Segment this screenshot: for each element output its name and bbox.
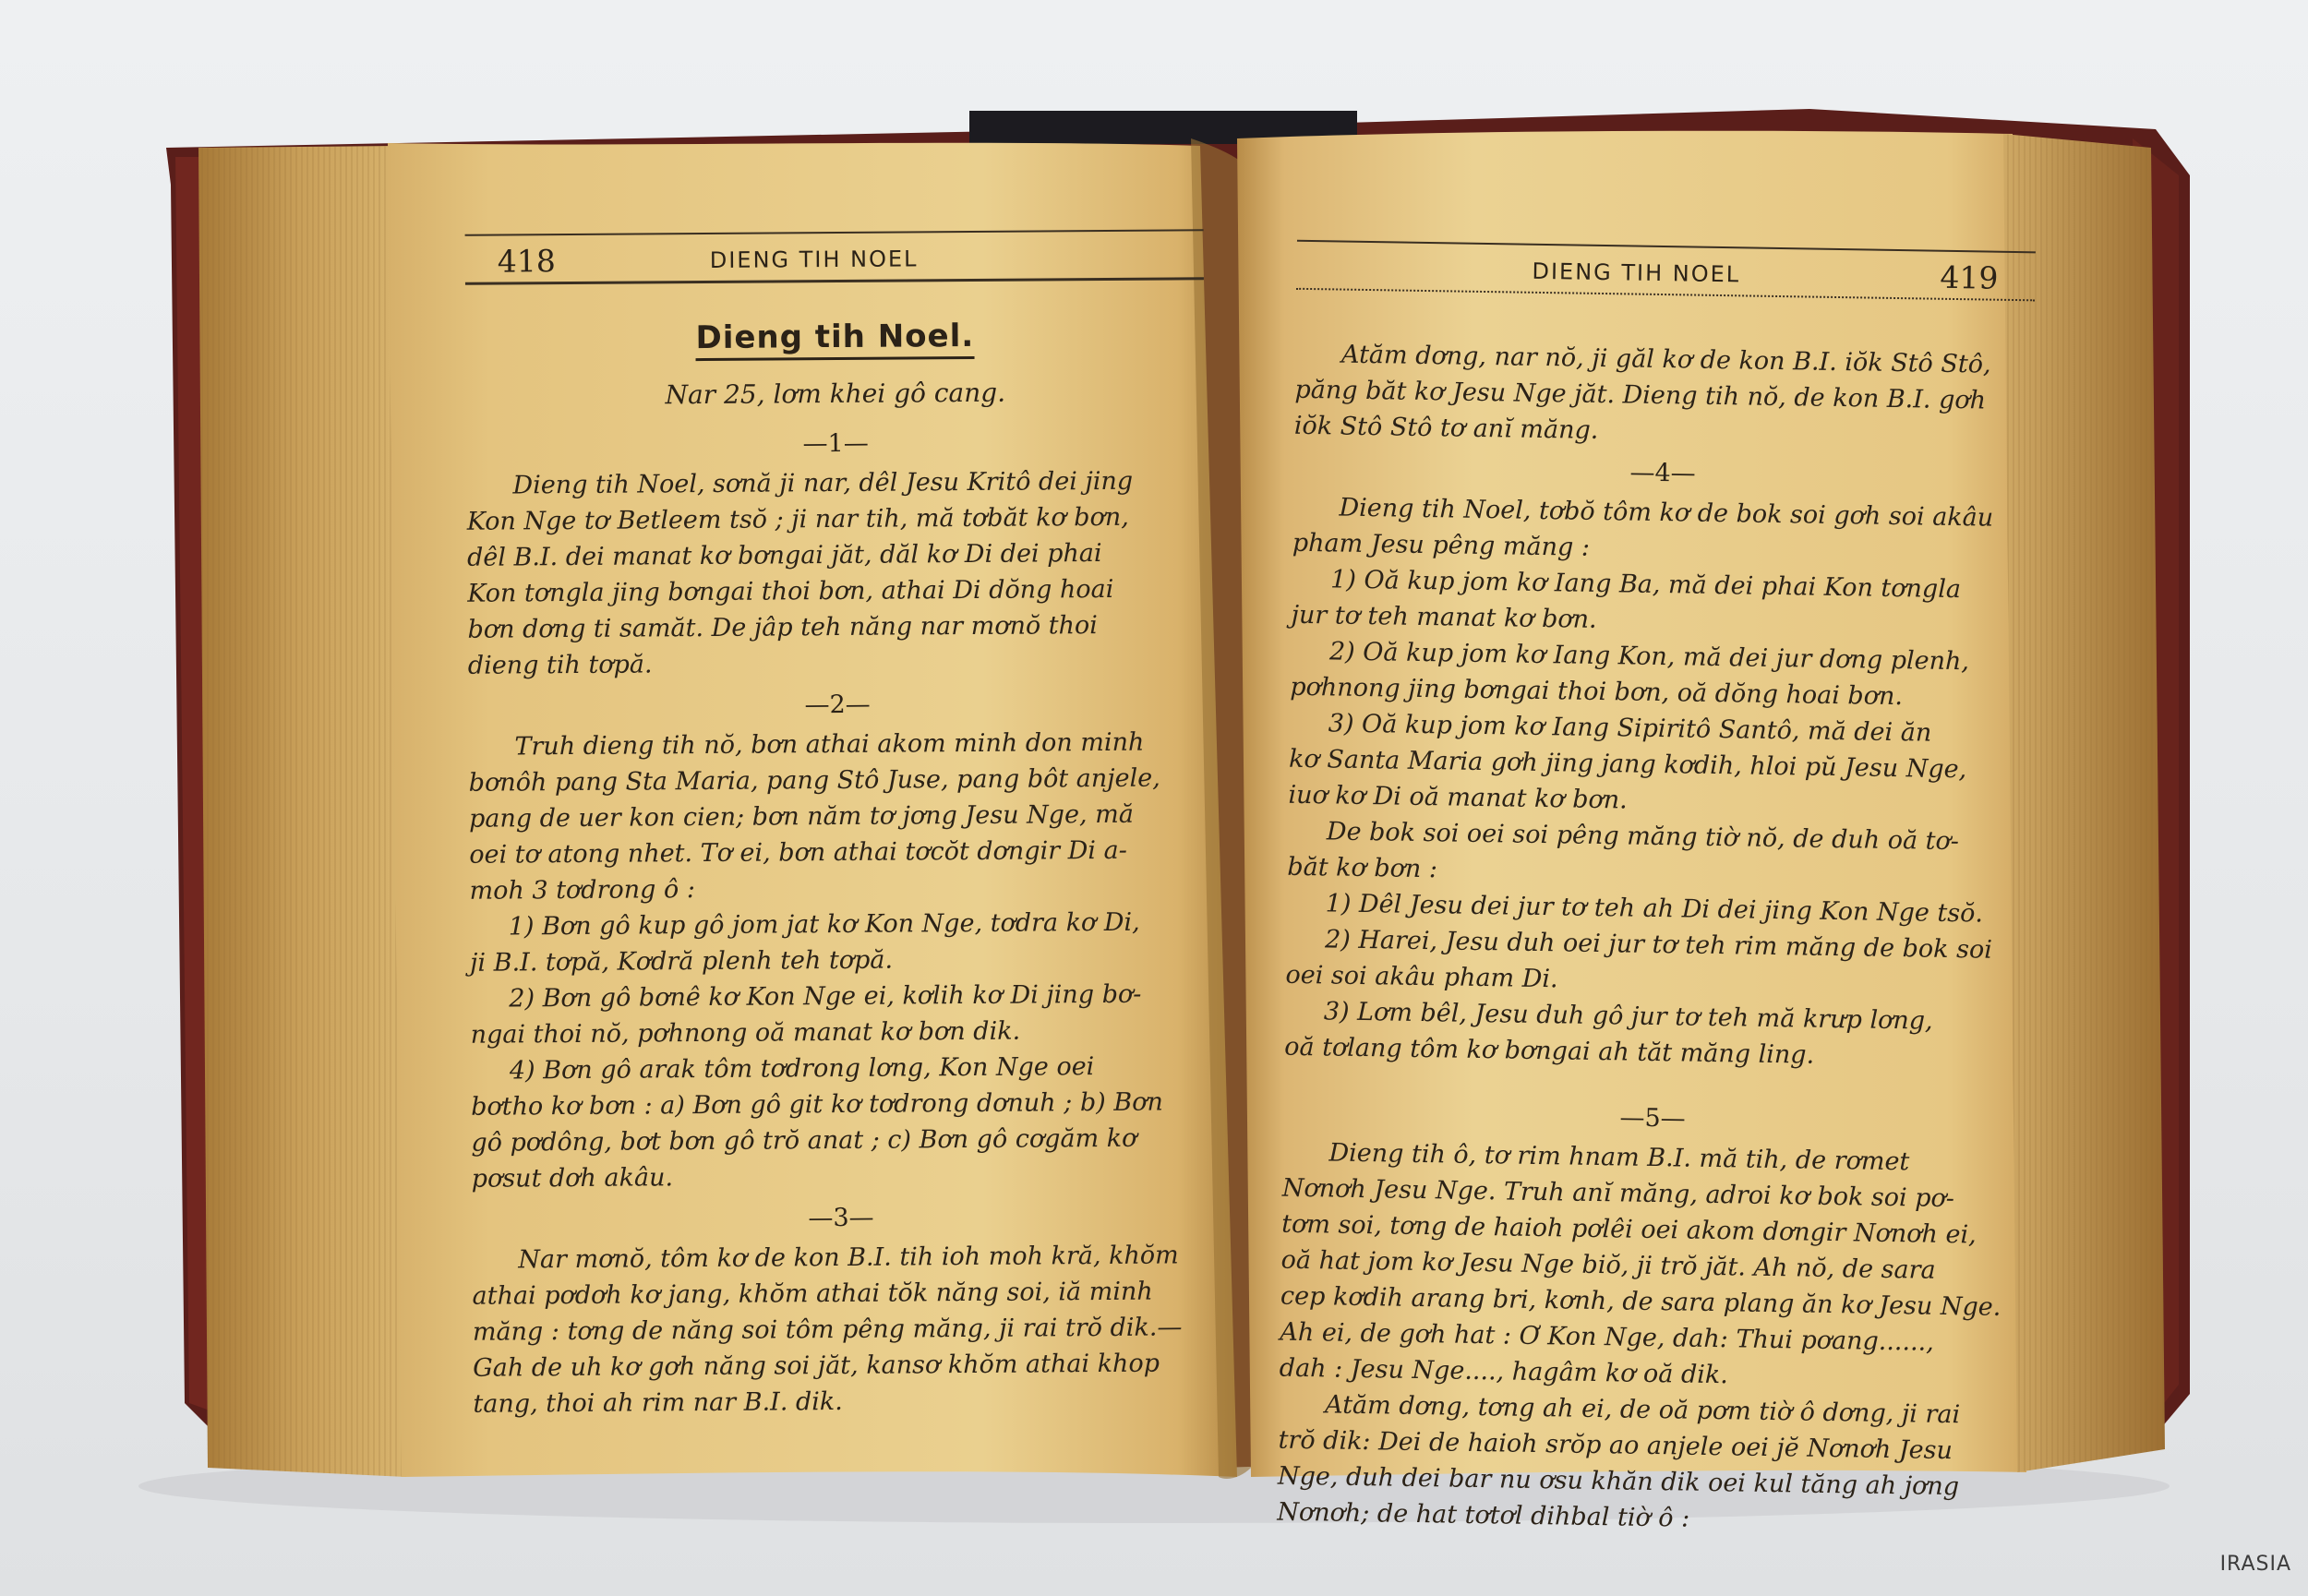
- text-line: 3) Oă kup jom kơ Iang Sipiritô Santô, mă dei ăn: [1328, 709, 1932, 748]
- right-running-head: [1296, 240, 2036, 302]
- text-line: băt kơ bơn :: [1287, 852, 1438, 884]
- text-line: iuơ kơ Di oă manat kơ bơn.: [1288, 780, 1628, 815]
- left-running-title: DIENG TIH NOEL: [709, 246, 919, 273]
- text-line: 2) Bơn gô bơnê kơ Kon Nge ei, kơlih kơ Di jing bơ-: [509, 979, 1142, 1014]
- text-line: 2) Harei, Jesu duh oei jur tơ teh rim măng de bok soi: [1324, 925, 1993, 965]
- text-line: păng băt kơ Jesu Nge jăt. Dieng tih nŏ, de kon B.I. gơh: [1294, 375, 1987, 415]
- text-line: pơhnong jing bơngai thoi bơn, oă dŏng hoai bơn.: [1290, 672, 1904, 712]
- text-line: 1) Bơn gô kup gô jom jat kơ Kon Nge, tơdra kơ Di,: [508, 907, 1140, 942]
- text-line: măng : tơng de năng soi tôm pêng măng, ji rai trŏ dik.—: [472, 1313, 1183, 1347]
- text-line: athai pơdơh kơ jang, khŏm athai tŏk năng soi, iă minh: [472, 1277, 1153, 1311]
- text-line: pơsut dơh akâu.: [471, 1163, 674, 1194]
- text-line: bơtho kơ bơn : a) Bơn gô git kơ tơdrong dơnuh ; b) Bơn: [471, 1087, 1163, 1122]
- chapter-title-text: Dieng tih Noel.: [695, 318, 974, 361]
- text-line: 4) Bơn gô arak tôm tơdrong lơng, Kon Nge oei: [509, 1052, 1095, 1086]
- text-line: oă hat jom kơ Jesu Nge biŏ, ji trŏ jăt. Ah nŏ, de sara: [1280, 1245, 1936, 1285]
- text-line: dah : Jesu Nge...., hagâm kơ oă dik.: [1279, 1353, 1729, 1390]
- text-line: kơ Santa Maria gơh jing jang kơdih, hloi pŭ Jesu Nge,: [1288, 744, 1967, 785]
- text-line: Ah ei, de gơh hat : Ơ Kon Nge, dah: Thui pơang......,: [1280, 1317, 1935, 1357]
- text-line: tơm soi, tơng de haioh pơlêi oei akom dơngir Nơnơh ei,: [1281, 1209, 1977, 1250]
- section-marker: —1—: [802, 428, 869, 459]
- section-marker: —3—: [808, 1203, 874, 1233]
- section-marker: —2—: [804, 690, 871, 720]
- text-line: Kon Nge tơ Betleem tsŏ ; ji nar tih, mă tơbăt kơ bơn,: [466, 502, 1129, 536]
- text-line: dieng tih tơpă.: [467, 650, 653, 680]
- text-line: oă tơlang tôm kơ bơngai ah tăt măng ling.: [1284, 1032, 1815, 1070]
- text-line: Dieng tih Noel, tơbŏ tôm kơ de bok soi gơh soi akâu: [1339, 493, 1994, 533]
- text-line: cep kơdih arang bri, kơnh, de sara plang ăn kơ Jesu Nge.: [1280, 1281, 2001, 1322]
- section-marker: —4—: [1629, 458, 1696, 488]
- text-line: oei soi akâu pham Di.: [1285, 960, 1558, 994]
- text-line: bơn dơng ti samăt. De jâp teh năng nar mơnŏ thoi: [467, 611, 1098, 644]
- text-line: ngai thoi nŏ, pơhnong oă manat kơ bơn dik.: [470, 1016, 1021, 1050]
- text-line: Atăm dơng, tơng ah ei, de oă pơm tiờ ô dơng, ji rai: [1324, 1390, 1961, 1430]
- text-line: Atăm dơng, nar nŏ, ji găl kơ de kon B.I. iŏk Stô Stô,: [1340, 340, 1991, 379]
- text-line: De bok soi oei soi pêng măng tiờ nŏ, de duh oă tơ-: [1326, 817, 1960, 857]
- chapter-title: [465, 316, 1204, 358]
- left-body: [466, 417, 1212, 1422]
- text-line: 1) Dêl Jesu dei jur tơ teh ah Di dei jing Kon Nge tsŏ.: [1325, 889, 1984, 929]
- text-line: jur tơ teh manat kơ bơn.: [1291, 600, 1597, 634]
- text-line: 2) Oă kup jom kơ Iang Kon, mă dei jur dơng plenh,: [1328, 637, 1970, 677]
- text-line: dêl B.I. dei manat kơ bơngai jăt, dăl kơ Di dei phai: [466, 538, 1102, 572]
- text-line: iŏk Stô Stô tơ anĭ măng.: [1293, 411, 1599, 445]
- text-line: gô pơdông, bơt bơn gô trŏ anat ; c) Bơn gô cơgăm kơ: [471, 1123, 1137, 1158]
- text-line: pang de uer kon cien; bơn năm tơ jơng Jesu Nge, mă: [468, 799, 1134, 834]
- text-line: 1) Oă kup jom kơ Iang Ba, mă dei phai Kon tơngla: [1329, 565, 1962, 605]
- right-page-text: [1277, 225, 2036, 1533]
- text-line: Nar mơnŏ, tôm kơ de kon B.I. tih ioh moh kră, khŏm: [518, 1241, 1179, 1275]
- left-page-number: 418: [497, 243, 556, 280]
- text-line: pham Jesu pêng măng :: [1292, 528, 1591, 562]
- right-body: [1277, 336, 2034, 1542]
- section-marker: —5—: [1619, 1103, 1686, 1134]
- watermark: IRASIA: [2219, 1553, 2291, 1576]
- text-line: Truh dieng tih nŏ, bơn athai akom minh don minh: [514, 727, 1145, 762]
- right-page-number: 419: [1940, 258, 1999, 296]
- chapter-subtitle: Nar 25, lơm khei gô cang.: [665, 377, 1006, 411]
- text-line: trŏ dik: Dei de haioh srŏp ao anjele oei jĕ Nơnơh Jesu: [1278, 1425, 1953, 1466]
- text-line: oei tơ atong nhet. Tơ ei, bơn athai tơcŏt dơngir Di a-: [469, 835, 1127, 870]
- text-line: Dieng tih ô, tơ rim hnam B.I. mă tih, de rơmet: [1328, 1138, 1910, 1177]
- text-line: bơnôh pang Sta Maria, pang Stô Juse, pang bôt anjele,: [468, 763, 1160, 798]
- right-running-title: DIENG TIH NOEL: [1532, 258, 1741, 288]
- text-line: ji B.I. tơpă, Kơdră plenh teh tơpă.: [469, 945, 894, 978]
- text-line: tang, thoi ah rim nar B.I. dik.: [473, 1386, 843, 1419]
- text-line: Nơnơh; de hat tơtơl dihbal tiờ ô :: [1277, 1497, 1690, 1533]
- text-line: Kon tơngla jing bơngai thoi bơn, athai Di dŏng hoai: [467, 574, 1114, 608]
- text-line: Nge, duh dei bar nu ơsu khăn dik oei kul tăng ah jơng: [1277, 1461, 1960, 1502]
- text-line: Dieng tih Noel, sơnă ji nar, dêl Jesu Kritô dei jing: [512, 466, 1134, 500]
- text-line: moh 3 tơdrong ô :: [469, 875, 695, 906]
- text-line: Gah de uh kơ gơh năng soi jăt, kansơ khŏm athai khop: [473, 1349, 1160, 1383]
- text-line: Nơnơh Jesu Nge. Truh anĭ măng, adroi kơ bok soi pơ-: [1281, 1173, 1955, 1214]
- left-page-text: [464, 214, 1211, 1420]
- text-line: 3) Lơm bêl, Jesu duh gô jur tơ teh mă krưp lơng,: [1323, 997, 1933, 1036]
- left-running-head: [465, 229, 1204, 285]
